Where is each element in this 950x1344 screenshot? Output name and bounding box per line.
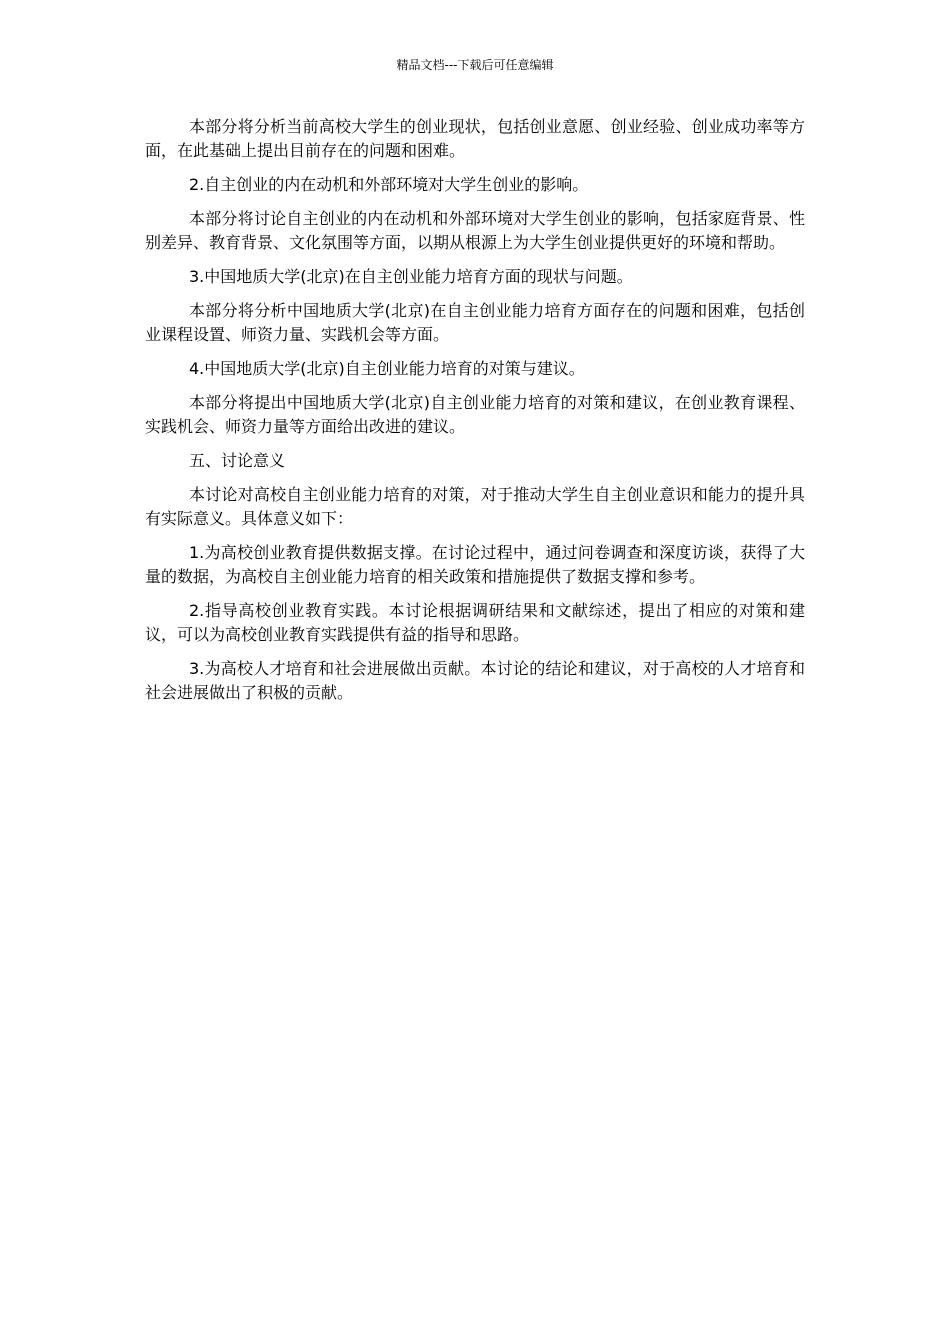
- paragraph-heading-2: 2.自主创业的内在动机和外部环境对大学生创业的影响。: [189, 175, 589, 194]
- paragraph-cugb-problems: 本部分将分析中国地质大学(北京)在自主创业能力培育方面存在的问题和困难，包括创业课程设置、师资力量、实践机会等方面。: [145, 301, 805, 344]
- page-header: 精品文档---下载后可任意编辑: [396, 58, 554, 72]
- paragraph-significance-1: 1.为高校创业教育提供数据支撑。在讨论过程中，通过问卷调查和深度访谈，获得了大量的数据，为高校自主创业能力培育的相关政策和措施提供了数据支撑和参考。: [145, 543, 805, 586]
- paragraph-motivation-environment: 本部分将讨论自主创业的内在动机和外部环境对大学生创业的影响，包括家庭背景、性别差异、教育背景、文化氛围等方面，以期从根源上为大学生创业提供更好的环境和帮助。: [145, 209, 805, 252]
- document-body: [145, 115, 805, 715]
- paragraph-analysis-status: 本部分将分析当前高校大学生的创业现状，包括创业意愿、创业经验、创业成功率等方面，在此基础上提出目前存在的问题和困难。: [145, 117, 805, 160]
- paragraph-heading-4: 4.中国地质大学(北京)自主创业能力培育的对策与建议。: [189, 359, 585, 378]
- paragraph-heading-3: 3.中国地质大学(北京)在自主创业能力培育方面的现状与问题。: [189, 267, 633, 286]
- section-heading-significance: 五、讨论意义: [189, 451, 286, 470]
- paragraph-significance-intro: 本讨论对高校自主创业能力培育的对策，对于推动大学生自主创业意识和能力的提升具有实际意义。具体意义如下：: [145, 485, 805, 528]
- paragraph-cugb-suggestions: 本部分将提出中国地质大学(北京)自主创业能力培育的对策和建议，在创业教育课程、实践机会、师资力量等方面给出改进的建议。: [145, 393, 805, 436]
- paragraph-significance-2: 2.指导高校创业教育实践。本讨论根据调研结果和文献综述，提出了相应的对策和建议，可以为高校创业教育实践提供有益的指导和思路。: [145, 601, 805, 644]
- paragraph-significance-3: 3.为高校人才培育和社会进展做出贡献。本讨论的结论和建议，对于高校的人才培育和社会进展做出了积极的贡献。: [145, 659, 805, 702]
